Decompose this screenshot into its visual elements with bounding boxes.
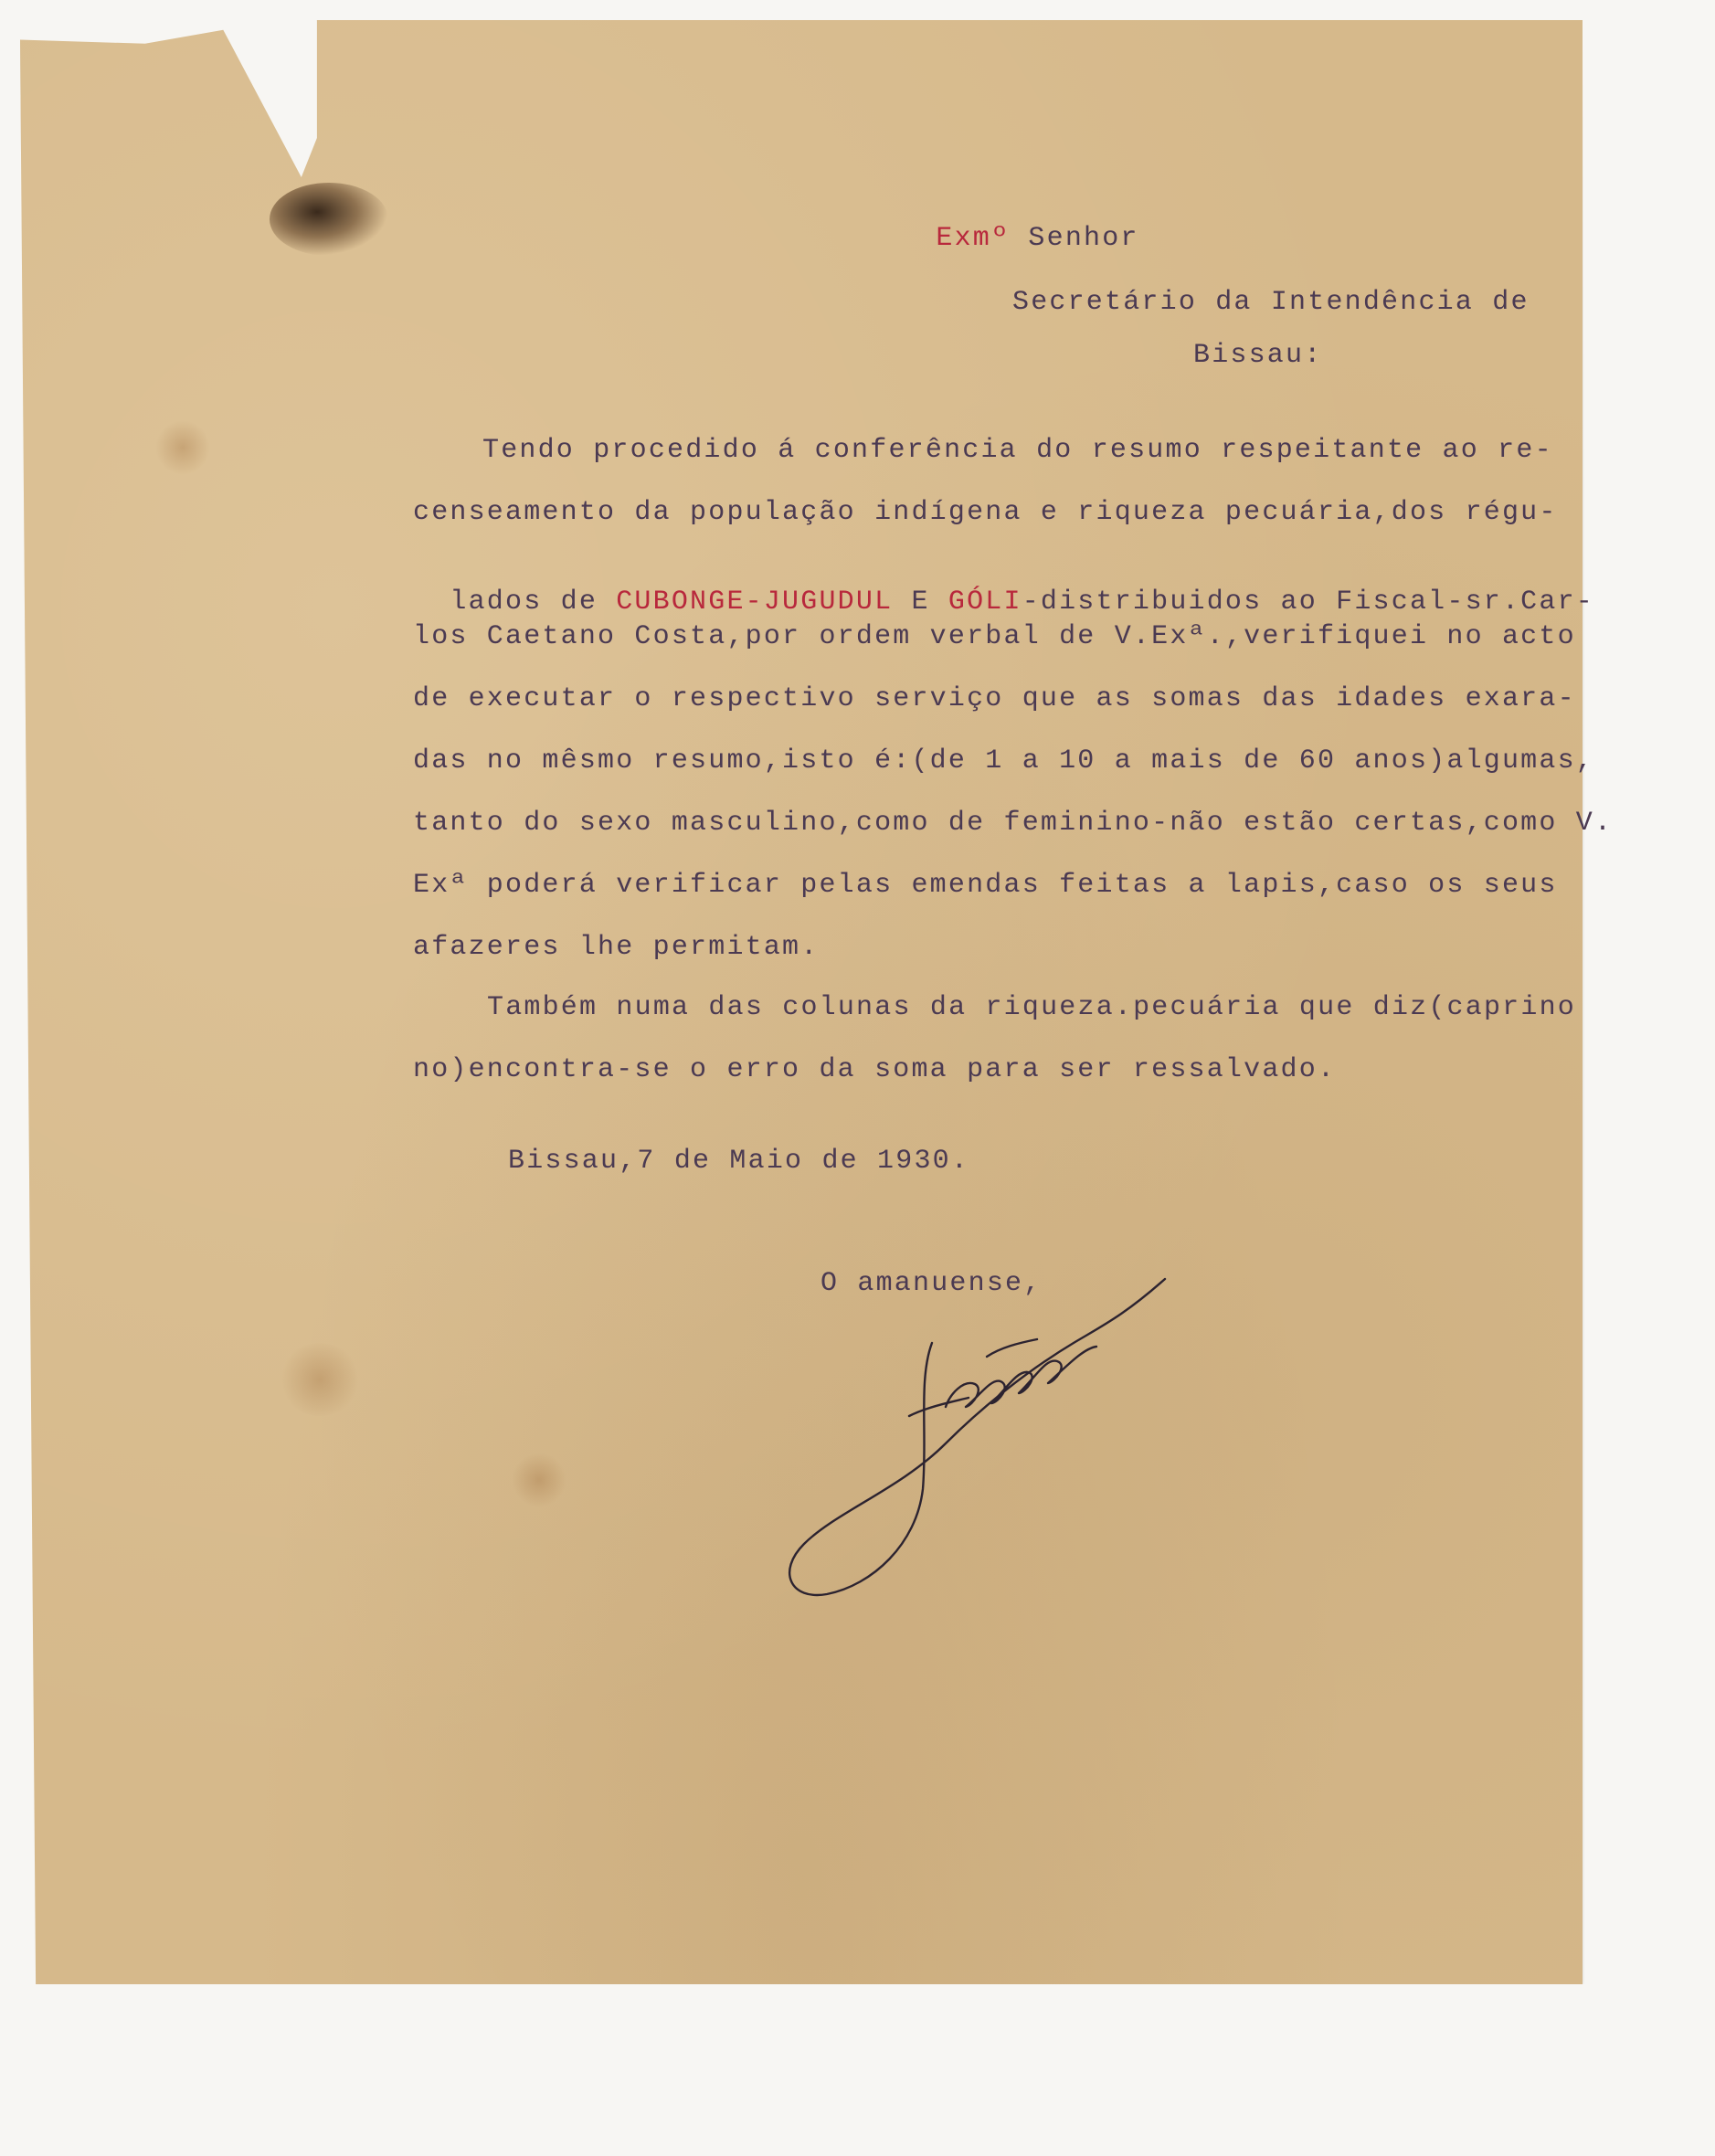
line3-pre: lados de [450, 587, 617, 618]
date-line: Bissau,7 de Maio de 1930. [508, 1146, 970, 1177]
paragraph1-line4: los Caetano Costa,por ordem verbal de V.Exª.,verifiquei no acto [413, 621, 1576, 652]
paragraph2-line2: no)encontra-se o erro da soma para ser ressalvado. [413, 1054, 1337, 1085]
paragraph1-line5: de executar o respectivo serviço que as somas das idades exara- [413, 683, 1576, 714]
burn-mark [270, 183, 388, 256]
salutation [899, 197, 1139, 252]
salutation-word: Senhor [1010, 223, 1139, 254]
place-name-cubonge: CUBONGE-JUGUDUL [616, 587, 894, 618]
place-name-goli: GÓLI [947, 587, 1022, 618]
paragraph1-line2: censeamento da população indígena e riqueza pecuária,dos régu- [413, 497, 1558, 528]
paper-stain [279, 1343, 361, 1416]
line3-mid: E [893, 587, 948, 618]
paragraph1-line8: Exª poderá verificar pelas emendas feitas a lapis,caso os seus [413, 870, 1558, 901]
closing-line: O amanuense, [820, 1268, 1043, 1299]
paragraph1-line3 [413, 561, 1594, 618]
addressee-city: Bissau: [1193, 340, 1323, 371]
line3-post: -distribuidos ao Fiscal-sr.Car- [1022, 587, 1594, 618]
paragraph1-line1: Tendo procedido á conferência do resumo respeitante ao re- [482, 435, 1553, 466]
paragraph2-line1: Também numa das colunas da riqueza.pecuária que diz(caprino [487, 992, 1576, 1023]
salutation-prefix: Exmº [936, 223, 1011, 254]
addressee-line: Secretário da Intendência de [1012, 287, 1530, 318]
paragraph1-line7: tanto do sexo masculino,como de feminino-não estão certas,como V. [413, 808, 1614, 839]
handwritten-signature [772, 1270, 1174, 1617]
paper-stain [155, 420, 210, 475]
paper-stain [512, 1453, 566, 1507]
paragraph1-line9: afazeres lhe permitam. [413, 932, 820, 963]
paragraph1-line6: das no mêsmo resumo,isto é:(de 1 a 10 a mais de 60 anos)algumas, [413, 745, 1594, 777]
